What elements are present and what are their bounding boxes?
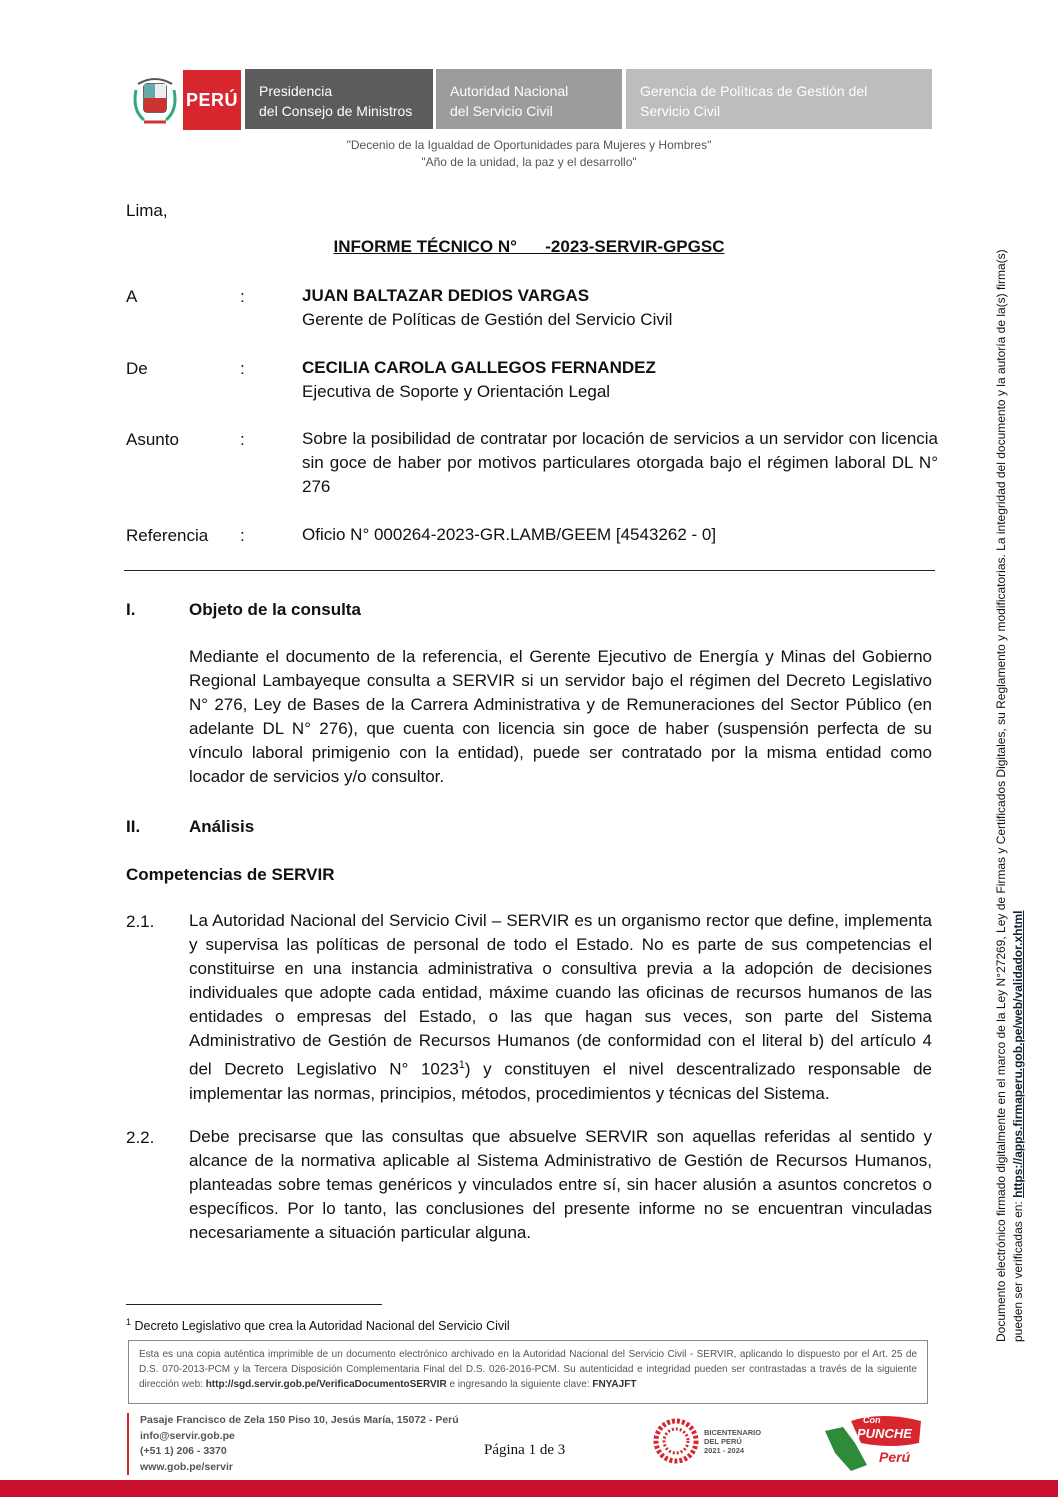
header-box-pcm-line2: del Consejo de Ministros [259, 103, 413, 119]
section-2-title: Análisis [189, 817, 255, 836]
document-title [0, 237, 1058, 257]
header-box-servir [436, 69, 622, 129]
decenio-caption [0, 137, 1058, 171]
field-de-colon: : [240, 359, 245, 378]
puche-punche: PUNCHE [857, 1426, 912, 1441]
puche-peru: Perú [879, 1449, 911, 1465]
bicentenario-label [704, 1428, 761, 1455]
footnote [126, 1317, 510, 1333]
field-asunto-colon: : [240, 430, 245, 449]
validator-link[interactable]: https://apps.firmaperu.gob.pe/web/validador.xhtml [1011, 910, 1025, 1198]
subject-text: Sobre la posibilidad de contratar por locación de servicios a un servidor con licencia sin goce de haber por motivos particulares otorgada bajo el régimen laboral DL N° 276 [302, 429, 938, 496]
footer-address-line: Pasaje Francisco de Zela 150 Piso 10, Jesús María, 15072 - Perú [140, 1414, 459, 1426]
footer-email[interactable]: info@servir.gob.pe [140, 1429, 235, 1442]
footer-website[interactable]: www.gob.pe/servir [140, 1460, 233, 1473]
decenio-line1: "Decenio de la Igualdad de Oportunidades para Mujeres y Hombres" [346, 138, 712, 152]
section-2-number: II. [126, 817, 141, 836]
verification-text: Esta es una copia auténtica imprimible de un documento electrónico archivado en la Autoridad Nacional del Servicio Civil - SERVIR, aplicando lo dispuesto por el Art. 25 de D.S. 070-2013-PCM y la Tercera Disposición Complementaria Final del D.S. 026-2016-PCM. Su autenticidad e integridad pueden ser contrastadas a través de la siguiente dirección web: [139, 1349, 917, 1390]
recipient-role: Gerente de Políticas de Gestión del Servicio Civil [302, 310, 673, 329]
header-divider [124, 570, 935, 571]
verification-notice [128, 1340, 928, 1404]
recipient-name: JUAN BALTAZAR DEDIOS VARGAS [302, 286, 590, 305]
header-box-gerencia [626, 69, 932, 129]
signature-line2 [1010, 158, 1027, 1342]
subsection-title: Competencias de SERVIR [126, 865, 335, 884]
section-1-number: I. [126, 600, 136, 619]
verification-text-2: e ingresando la siguiente clave: [446, 1379, 593, 1390]
header-box-servir-line1: Autoridad Nacional [450, 83, 569, 99]
field-a-label: A [126, 287, 138, 306]
sender-role: Ejecutiva de Soporte y Orientación Legal [302, 382, 611, 401]
footnote-text: Decreto Legislativo que crea la Autoridad Nacional del Servicio Civil [134, 1319, 510, 1334]
footnote-number: 1 [126, 1317, 132, 1327]
place-label: Lima, [126, 201, 168, 220]
peru-logo: PERÚ [183, 70, 241, 130]
con-punche-peru-logo [821, 1413, 931, 1475]
footer-accent-bar [127, 1413, 129, 1475]
bicentenario-line2: DEL PERÚ [704, 1437, 742, 1446]
puche-con: Con [863, 1415, 881, 1425]
verification-key: FNYAJFT [592, 1379, 637, 1390]
header-box-gerencia-line1: Gerencia de Políticas de Gestión del [640, 83, 868, 99]
page-number: Página 1 de 3 [484, 1442, 566, 1458]
footnote-divider [126, 1304, 382, 1305]
decenio-line2: "Año de la unidad, la paz y el desarrollo" [421, 155, 637, 169]
paragraph-2-1-number: 2.1. [126, 912, 155, 931]
field-de-value [302, 356, 938, 404]
paragraph-2-2: Debe precisarse que las consultas que absuelve SERVIR son aquellas referidas al sentido y alcance de la normativa aplicable al Sistema Administrativo de Gestión de Recursos Humanos, planteadas sobre temas genéricos y vinculados entre sí, sin hacer alusión a asuntos concretos o específicos. Por lo tanto, las conclusiones del presente informe no se encuentran vinculadas necesariamente a situación particular alguna. [189, 1127, 932, 1242]
signature-line2-prefix: pueden ser verificadas en: [1011, 1197, 1025, 1342]
sender-name: CECILIA CAROLA GALLEGOS FERNANDEZ [302, 358, 656, 377]
header-box-servir-line2: del Servicio Civil [450, 103, 553, 119]
reference-text: Oficio N° 000264-2023-GR.LAMB/GEEM [4543262 - 0] [302, 525, 717, 544]
section-1-paragraph: Mediante el documento de la referencia, el Gerente Ejecutivo de Energía y Minas del Gobierno Regional Lambayeque consulta a SERVIR si un servidor bajo el régimen del Decreto Legislativo N° 276, Ley de Bases de la Carrera Administrativa y de Remuneraciones del Sector Público (en adelante DL N° 276), que cuenta con licencia sin goce de haber (suspensión perfecta de su vínculo laboral primigenio con la entidad), puede ser contratado por la misma entidad como locador de servicios y/o consultor. [189, 647, 932, 786]
paragraph-2-2-number: 2.2. [126, 1128, 155, 1147]
bicentenario-logo-icon [651, 1416, 701, 1466]
field-de-label: De [126, 359, 148, 378]
section-1-title: Objeto de la consulta [189, 600, 361, 619]
field-a-colon: : [240, 287, 245, 306]
footer-phone: (+51 1) 206 - 3370 [140, 1445, 227, 1457]
paragraph-2-1-text-b: ) y constituyen el nivel descentralizado responsable de implementar las normas, principios, métodos, procedimientos y técnicas del Sistema. [189, 1059, 932, 1103]
footer-red-bar [0, 1480, 1058, 1497]
header-box-pcm-line1: Presidencia [259, 83, 333, 99]
bicentenario-line1: BICENTENARIO [704, 1428, 762, 1437]
peru-coat-of-arms-icon [130, 70, 180, 130]
paragraph-2-1-text-a: La Autoridad Nacional del Servicio Civil – SERVIR es un organismo rector que define, implementa y supervisa las políticas de personal de todo el Estado. No es parte de sus competencias el constituirse en una instancia administrativa o consultiva previa a la adopción de decisiones individuales que adopte cada entidad, máxime cuando las oficinas de recursos humanos de las entidades o empresas del Estado, o las que hagan sus veces, son parte del Sistema Administrativo de Gestión de Recursos Humanos (de conformidad con el literal b) del artículo 4 del Decreto Legislativo N° 1023 [189, 911, 932, 1079]
verification-url[interactable]: http://sgd.servir.gob.pe/VerificaDocumentoSERVIR [205, 1379, 447, 1390]
document-title-text: INFORME TÉCNICO N° -2023-SERVIR-GPGSC [333, 237, 725, 256]
signature-line1: Documento electrónico firmado digitalmente en el marco de la Ley N°27269, Ley de Firmas y Certificados Digitales, su Reglamento y modificatorias. La integridad del documento y la autoría de la(s) firma(s) [994, 249, 1008, 1342]
bicentenario-line3: 2021 - 2024 [704, 1446, 745, 1455]
field-a-value [302, 284, 938, 332]
field-referencia-colon: : [240, 526, 245, 545]
header-box-gerencia-line2: Servicio Civil [640, 103, 721, 119]
footer-address [140, 1413, 459, 1475]
digital-signature-text [993, 158, 1027, 1342]
field-asunto-label: Asunto [126, 430, 179, 449]
header-box-pcm [245, 69, 433, 129]
footnote-ref: 1 [458, 1059, 465, 1071]
paragraph-2-1 [189, 909, 932, 1106]
field-referencia-label: Referencia [126, 526, 209, 545]
